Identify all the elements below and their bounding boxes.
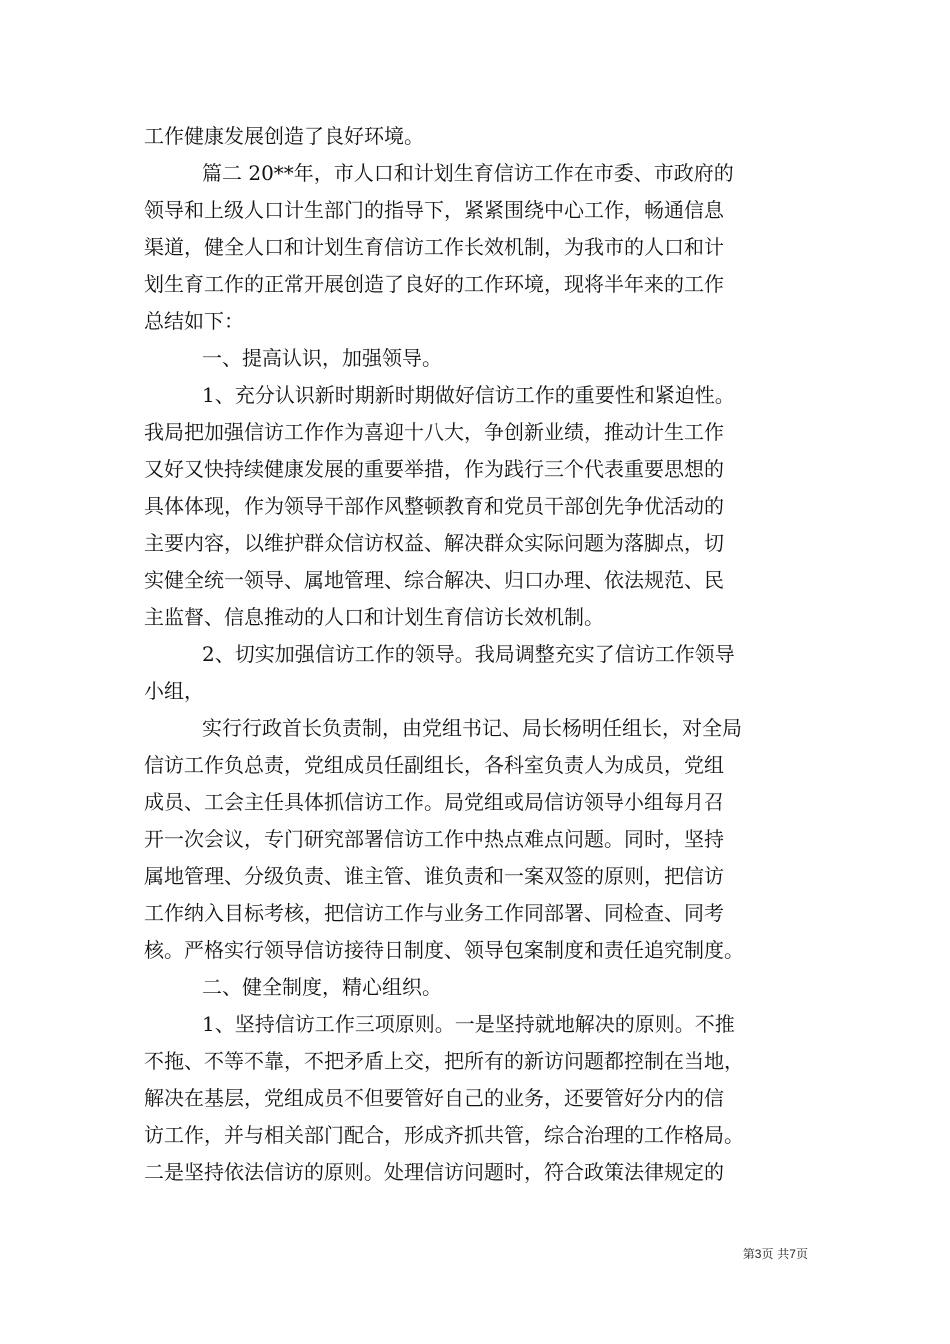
text-line: 1、充分认识新时期新时期做好信访工作的重要性和紧迫性。	[202, 383, 735, 407]
footer-suffix: 页	[795, 1247, 808, 1261]
text-line: 成员、工会主任具体抓信访工作。局党组或局信访领导小组每月召	[144, 790, 724, 814]
document-body	[144, 118, 808, 1191]
text-line: 属地管理、分级负责、谁主管、谁负责和一案双签的原则，把信访	[144, 864, 724, 888]
text-line: 1、坚持信访工作三项原则。一是坚持就地解决的原则。不推	[202, 1012, 735, 1036]
footer-current-page: 3	[754, 1247, 762, 1261]
text-line: 实行行政首长负责制，由党组书记、局长杨明任组长，对全局	[202, 716, 742, 740]
text-line: 二、健全制度，精心组织。	[202, 975, 442, 999]
text-line: 二是坚持依法信访的原则。处理信访问题时，符合政策法律规定的	[144, 1160, 724, 1184]
footer-prefix: 第	[742, 1247, 755, 1261]
page-footer	[743, 1246, 808, 1262]
text-line: 不拖、不等不靠，不把矛盾上交，把所有的新访问题都控制在当地，	[144, 1049, 744, 1073]
text-line: 划生育工作的正常开展创造了良好的工作环境，现将半年来的工作	[144, 272, 724, 296]
text-line: 具体体现，作为领导干部作风整顿教育和党员干部创先争优活动的	[144, 494, 724, 518]
text-line: 渠道，健全人口和计划生育信访工作长效机制，为我市的人口和计	[144, 235, 724, 259]
text-line: 小组，	[144, 679, 204, 703]
text-line: 主要内容，以维护群众信访权益、解决群众实际问题为落脚点，切	[144, 531, 724, 555]
text-line: 工作健康发展创造了良好环境。	[144, 124, 424, 148]
footer-total-pages: 7	[789, 1247, 796, 1261]
footer-middle: 页 共	[761, 1247, 790, 1261]
text-line: 工作纳入目标考核，把信访工作与业务工作同部署、同检查、同考	[144, 901, 724, 925]
text-line: 主监督、信息推动的人口和计划生育信访长效机制。	[144, 605, 604, 629]
text-line: 信访工作负总责，党组成员任副组长，各科室负责人为成员，党组	[144, 753, 724, 777]
text-line: 访工作，并与相关部门配合，形成齐抓共管，综合治理的工作格局。	[144, 1123, 744, 1147]
text-line: 又好又快持续健康发展的重要举措，作为践行三个代表重要思想的	[144, 457, 724, 481]
text-line: 总结如下：	[144, 309, 244, 333]
text-line: 解决在基层，党组成员不但要管好自己的业务，还要管好分内的信	[144, 1086, 724, 1110]
text-line: 核。严格实行领导信访接待日制度、领导包案制度和责任追究制度。	[144, 938, 744, 962]
text-line: 我局把加强信访工作作为喜迎十八大，争创新业绩，推动计生工作	[144, 420, 724, 444]
text-line: 实健全统一领导、属地管理、综合解决、归口办理、依法规范、民	[144, 568, 724, 592]
text-line: 2、切实加强信访工作的领导。我局调整充实了信访工作领导	[202, 642, 735, 666]
text-line: 篇二 20**年，市人口和计划生育信访工作在市委、市政府的	[202, 161, 734, 185]
text-line: 一、提高认识，加强领导。	[202, 346, 442, 370]
text-line: 领导和上级人口计生部门的指导下，紧紧围绕中心工作，畅通信息	[144, 198, 724, 222]
text-line: 开一次会议，专门研究部署信访工作中热点难点问题。同时，坚持	[144, 827, 724, 851]
